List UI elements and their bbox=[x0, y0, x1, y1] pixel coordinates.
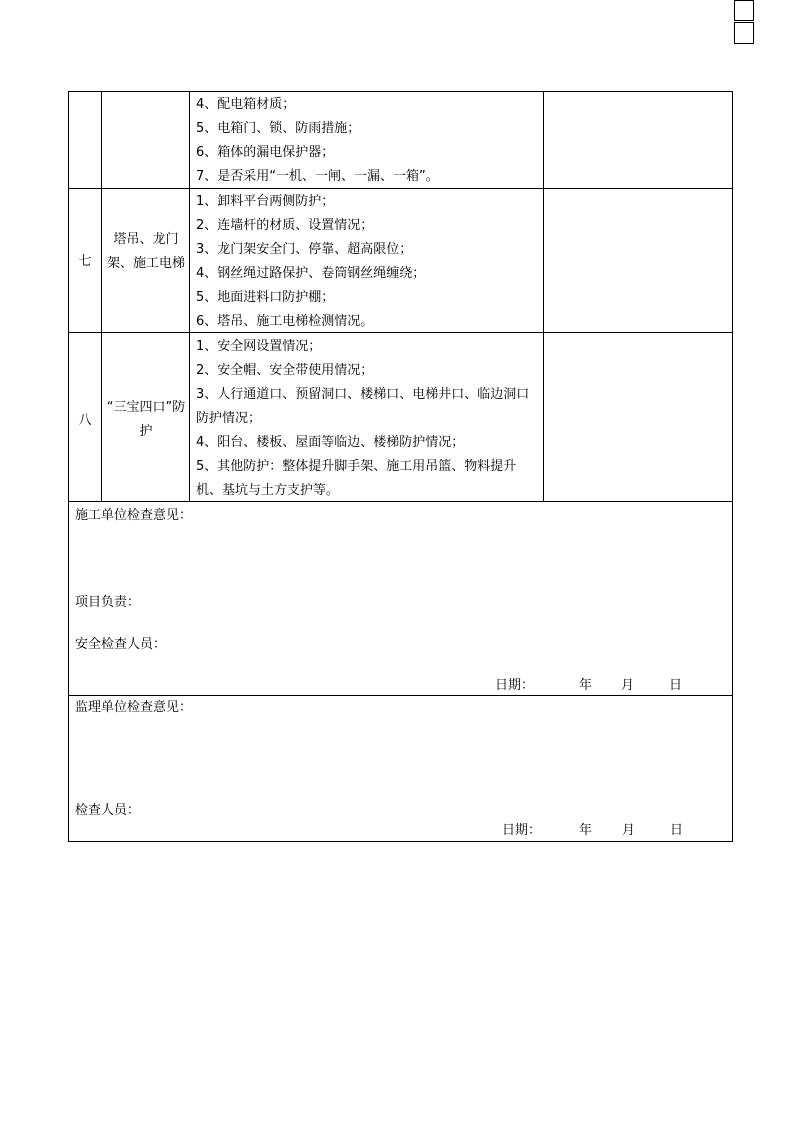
construction-date-year: 年 bbox=[579, 678, 593, 693]
supervision-date-month: 月 bbox=[622, 823, 636, 838]
row-continuation-items bbox=[196, 93, 541, 189]
construction-opinion-title: 施工单位检查意见： bbox=[75, 508, 193, 523]
supervision-inspector-label: 检查人员： bbox=[75, 803, 141, 818]
list-item: 6、塔吊、施工电梯检测情况。 bbox=[196, 314, 374, 329]
corner-box-bottom bbox=[734, 22, 754, 44]
row-items-7 bbox=[196, 190, 541, 334]
row-number-8: 八 bbox=[78, 413, 92, 428]
construction-date-day: 日 bbox=[669, 678, 683, 693]
list-item: 5、地面进料口防护棚； bbox=[196, 290, 335, 305]
list-item: 4、阳台、楼板、屋面等临边、楼梯防护情况； bbox=[196, 435, 465, 450]
list-item: 1、卸料平台两侧防护； bbox=[196, 194, 335, 209]
corner-box-top bbox=[734, 0, 754, 21]
list-item: 3、龙门架安全门、停靠、超高限位； bbox=[196, 242, 413, 257]
supervision-date-day: 日 bbox=[670, 823, 684, 838]
list-item: 4、配电箱材质； bbox=[196, 97, 296, 112]
list-item: 4、钢丝绳过路保护、卷筒钢丝绳缠绕； bbox=[196, 266, 426, 281]
list-item: 3、人行通道口、预留洞口、楼梯口、电梯井口、临边洞口防护情况； bbox=[196, 387, 530, 426]
supervision-date-year: 年 bbox=[579, 823, 593, 838]
supervision-date-label: 日期： bbox=[502, 823, 542, 838]
project-lead-label: 项目负责： bbox=[75, 595, 141, 610]
list-item: 1、安全网设置情况； bbox=[196, 339, 322, 354]
list-item: 7、是否采用“一机、一闸、一漏、一箱”。 bbox=[196, 169, 439, 184]
list-item: 6、箱体的漏电保护器； bbox=[196, 145, 335, 160]
list-item: 2、连墙杆的材质、设置情况； bbox=[196, 218, 374, 233]
list-item: 2、安全帽、安全带使用情况； bbox=[196, 363, 374, 378]
construction-date-month: 月 bbox=[621, 678, 635, 693]
construction-date-label: 日期： bbox=[495, 678, 535, 693]
safety-inspector-label: 安全检查人员： bbox=[75, 637, 167, 652]
list-item: 5、其他防护：整体提升脚手架、施工用吊篮、物料提升机、基坑与土方支护等。 bbox=[196, 459, 517, 498]
list-item: 5、电箱门、锁、防雨措施； bbox=[196, 121, 361, 136]
row-number-7: 七 bbox=[78, 254, 92, 269]
row-items-8 bbox=[196, 335, 541, 503]
supervision-opinion-title: 监理单位检查意见： bbox=[75, 700, 193, 715]
row-category-7: 塔吊、龙门架、施工电梯 bbox=[106, 232, 185, 271]
row-category-8: “三宝四口”防护 bbox=[106, 400, 186, 439]
